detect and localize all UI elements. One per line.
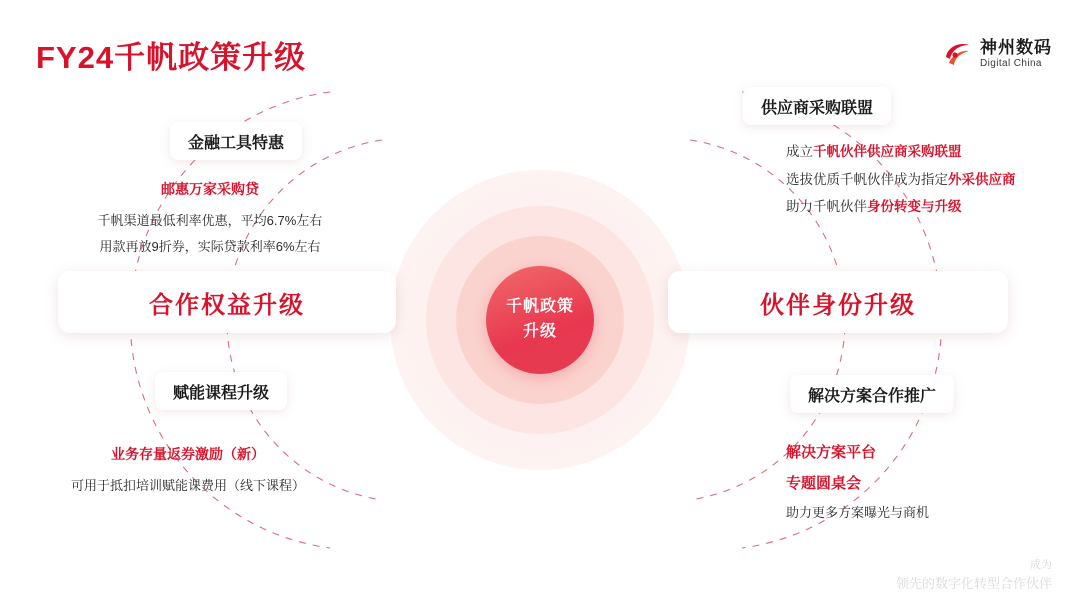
supplier-alliance-line-2	[786, 166, 1016, 194]
financial-tools-lead: 邮惠万家采购贷	[161, 181, 259, 197]
solution-promotion-line-1: 助力更多方案曝光与商机	[786, 504, 930, 520]
footer-line-2: 领先的数字化转型合作伙伴	[895, 575, 1052, 591]
center-ring-graphic	[389, 150, 691, 490]
roundtable-lead: 专题圆桌会	[786, 474, 862, 492]
pill-partner-identity[interactable]: 伙伴身份升级	[668, 271, 1008, 333]
supplier-alliance-line-2-pre: 选拔优质千帆伙伴成为指定	[786, 171, 948, 187]
text-block-financial-tools	[40, 175, 380, 261]
logo-text	[980, 38, 1052, 69]
chip-solution-promotion[interactable]: 解决方案合作推广	[790, 375, 954, 413]
swoosh-logo-icon	[942, 39, 972, 69]
financial-tools-line-1: 千帆渠道最低利率优惠，平均6.7%左右	[97, 212, 323, 228]
training-courses-line-1: 可用于抵扣培训赋能课费用（线下课程）	[70, 477, 305, 493]
chip-training-courses[interactable]: 赋能课程升级	[155, 372, 287, 410]
supplier-alliance-line-1	[786, 138, 1016, 166]
footer-slogan	[896, 557, 1052, 593]
brand-logo	[942, 38, 1052, 69]
center-label-line1: 千帆政策	[505, 298, 575, 316]
chip-supplier-alliance[interactable]: 供应商采购联盟	[743, 87, 891, 125]
chip-financial-tools[interactable]: 金融工具特惠	[170, 122, 302, 160]
center-label	[506, 295, 574, 345]
supplier-alliance-line-1-highlight: 千帆伙伴供应商采购联盟	[813, 144, 962, 159]
logo-name-en: Digital China	[980, 57, 1042, 69]
supplier-alliance-line-3-highlight: 身份转变与升级	[867, 199, 962, 215]
supplier-alliance-line-2-highlight: 外采供应商	[948, 171, 1016, 187]
text-block-supplier-alliance	[786, 138, 1016, 221]
page-title: FY24千帆政策升级	[36, 40, 307, 75]
supplier-alliance-line-3-pre: 助力千帆伙伴	[786, 199, 867, 215]
logo-name-cn: 神州数码	[980, 38, 1052, 57]
text-block-solution-promotion	[786, 438, 929, 526]
supplier-alliance-line-3	[786, 193, 1016, 221]
footer-line-1: 成为	[1030, 559, 1052, 571]
center-label-line2: 升级	[522, 323, 558, 340]
text-block-training-courses	[18, 440, 358, 499]
pill-partner-benefits[interactable]: 合作权益升级	[58, 271, 396, 333]
financial-tools-line-2: 用款再放9折券，实际贷款利率6%左右	[99, 239, 321, 255]
training-courses-lead: 业务存量返券激励（新）	[111, 446, 265, 462]
supplier-alliance-line-1-pre: 成立	[786, 144, 813, 159]
solution-platform-lead: 解决方案平台	[786, 444, 877, 461]
